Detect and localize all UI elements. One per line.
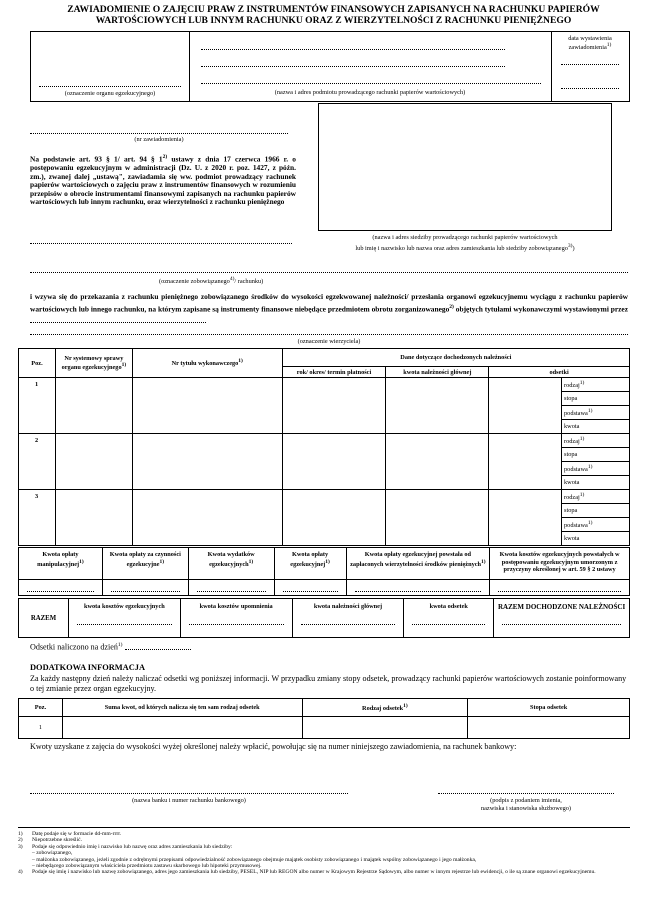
footnote: – niebędącego zobowiązanym właściciela przedmiotu zastawu skarbowego lub hipoteki przymusowej. xyxy=(32,863,262,870)
fee-wydatki-header: Kwota wydatków egzekucyjnych$^{1)}$ xyxy=(188,548,274,580)
call-text: i wzywa się do przekazania z rachunku pieniężnego zobowiązanego środków do wysokości egzekwowanej należności/ przesłania organowi egzekucyjnemu wyciągu z rachunku papierów wartościowych lub innego rachunku, na którym zapisane są instrumenty finansowe niebędące przedmiotem obrotu zorganizowanego$^{2)}$ objętych tytułami wykonawczymi wystawionymi przez xyxy=(30,291,628,327)
signature-label: (podpis z podaniem imienia, nazwiska i stanowiska służbowego) xyxy=(480,797,572,812)
dodatkowa-header-rodzaj: Rodzaj odsetek$^{1)}$ xyxy=(302,699,468,717)
bank-text: Kwoty uzyskane z zajęcia do wysokości wyżej określonej należy wpłacić, powołując się na numer niniejszego zawiadomienia, na rachunek bankowy: xyxy=(30,742,517,751)
cell-rok[interactable] xyxy=(282,378,386,434)
legal-text-field[interactable] xyxy=(30,243,292,244)
dodatkowa-text: Za każdy następny dzień należy naliczać odsetki wg poniższej informacji. W przypadku zmiany stopy odsetek, prowadzący rachunki papierów wartościowych zostanie poinformowany o tej zmianie przez organ egzekucyjny. xyxy=(30,674,627,693)
cell-nr-tytulu[interactable] xyxy=(132,490,282,546)
footnote: 1) Datę podaje się w formacie dd-mm-rrrr. xyxy=(18,831,122,837)
wystawca-field[interactable] xyxy=(30,322,206,323)
fee-umorzone-value[interactable] xyxy=(490,580,630,596)
header-rok: rok/ okres/ termin płatności xyxy=(282,367,386,378)
cell-nr-systemowy[interactable] xyxy=(55,434,132,490)
dodatkowa-row-poz: 1 xyxy=(19,717,63,739)
sub-stopa[interactable]: stopa xyxy=(562,392,630,406)
dodatkowa-cell-suma[interactable] xyxy=(62,717,302,739)
sub-rodzaj[interactable]: rodzaj$^{1)}$ xyxy=(562,490,630,504)
dodatkowa-heading: DODATKOWA INFORMACJA xyxy=(30,663,145,672)
dodatkowa-table xyxy=(18,698,630,739)
fees-table xyxy=(18,547,630,596)
fee-manipulacyjna-value[interactable] xyxy=(19,580,103,596)
fee-egzekucyjna-header: Kwota opłaty egzekucyjnej$^{1)}$ xyxy=(274,548,346,580)
zobowiazany-field[interactable] xyxy=(30,272,628,273)
wierzyciel-field[interactable] xyxy=(30,334,628,335)
fee-czynnosci-header: Kwota opłaty za czynności egzekucyjne$^{1)}$ xyxy=(102,548,188,580)
podmiot-label: (nazwa i adres podmiotu prowadzącego rachunki papierów wartościowych) xyxy=(274,89,466,96)
cell-nr-tytulu[interactable] xyxy=(132,378,282,434)
header-dane: Dane dotyczące dochodzonych należności xyxy=(282,349,629,367)
legal-text: Na podstawie art. 93 § 1/ art. 94 § 1$^{2)}$ ustawy z dnia 17 czerwca 1966 r. o postępowaniu egzekucyjnym w administracji (Dz. U. z 2020 r. poz. 1427, z późn. zm.), zwanej dalej „ustawą", zawiadamia się ww. podmiot prowadzący rachunek papierów wartościowych o zajęciu praw z instrumentów finansowych w rozumieniu przepisów o obrocie instrumentami finansowymi zapisanych na rachunku papierów wartościowych lub innym rachunku, oraz wierzytelności z rachunku pieniężnego xyxy=(30,154,296,207)
header-nr-tytulu: Nr tytułu wykonawczego$^{1)}$ xyxy=(132,349,282,378)
bank-account-field[interactable] xyxy=(30,793,348,794)
cell-odsetki-left[interactable] xyxy=(489,378,562,434)
date-label: data wystawienia zawiadomienia$^{1)}$ xyxy=(568,35,612,52)
row-poz: 2 xyxy=(19,434,56,490)
header-odsetki: odsetki xyxy=(489,367,630,378)
razem-table xyxy=(18,598,630,638)
header-poz: Poz. xyxy=(19,349,56,378)
footnote: 3) Podaje się odpowiednio imię i nazwisko lub nazwę oraz adres zamieszkania lub siedziby: xyxy=(18,843,233,850)
sub-stopa[interactable]: stopa xyxy=(562,504,630,518)
cell-odsetki-left[interactable] xyxy=(489,490,562,546)
date-field-2[interactable] xyxy=(561,88,619,89)
cell-rok[interactable] xyxy=(282,434,386,490)
footnote-divider xyxy=(18,827,630,828)
zobowiazany-label: (oznaczenie zobowiązanego$^{4)}$/ rachunku) xyxy=(159,276,264,286)
odsetki-line: Odsetki naliczono na dzień$^{1)}$ xyxy=(30,641,191,652)
fee-zaplacone-value[interactable] xyxy=(346,580,490,596)
odsetki-date-field[interactable] xyxy=(125,649,191,650)
sub-kwota[interactable]: kwota xyxy=(562,532,630,546)
cell-rok[interactable] xyxy=(282,490,386,546)
fee-zaplacone-header: Kwota opłaty egzekucyjnej powstała od zapłaconych wierzytelności środków pieniężnych$^{1)}$ xyxy=(346,548,490,580)
dodatkowa-cell-rodzaj[interactable] xyxy=(302,717,468,739)
podmiot-field-3[interactable] xyxy=(201,83,541,84)
siedziba-label: (nazwa i adres siedziby prowadzącego rachunki papierów wartościowych lub imię i nazwisko lub nazwa oraz adres zamieszkania lub siedziby zobowiązanego$^{3)}$) xyxy=(355,234,575,253)
signature-field[interactable] xyxy=(438,793,614,794)
podmiot-field-1[interactable] xyxy=(201,49,505,50)
footnote: – małżonka zobowiązanego, jeżeli zgodnie z odrębnymi przepisami odpowiedzialność zobowiązanego obejmuje majątek osobisty zobowiązanego i majątek wspólny zobowiązanego i jego małżonka, xyxy=(32,856,477,863)
sub-podstawa[interactable]: podstawa$^{1)}$ xyxy=(562,406,630,420)
razem-dochodzone[interactable]: RAZEM DOCHODZONE NALEŻNOŚCI xyxy=(494,599,630,638)
sub-rodzaj[interactable]: rodzaj$^{1)}$ xyxy=(562,434,630,448)
dodatkowa-header-stopa: Stopa odsetek xyxy=(468,699,630,717)
row-poz: 1 xyxy=(19,378,56,434)
podmiot-field-2[interactable] xyxy=(201,66,505,67)
fee-czynnosci-value[interactable] xyxy=(102,580,188,596)
sub-kwota[interactable]: kwota xyxy=(562,420,630,434)
footnote: 4) Podaje się imię i nazwisko lub nazwę zobowiązanego, adres jego zamieszkania lub siedziby, PESEL, NIP lub REGON albo numer w Krajowym Rejestrze Sądowym, albo numer w innym rejestrze lub ewidencji, o ile są znane organowi egzekucyjnemu. xyxy=(18,869,596,876)
cell-kwota[interactable] xyxy=(386,378,489,434)
cell-nr-systemowy[interactable] xyxy=(55,378,132,434)
bank-label: (nazwa banku i numer rachunku bankowego) xyxy=(132,797,246,804)
footnote: 2) Niepotrzebne skreślić. xyxy=(18,837,83,844)
row-poz: 3 xyxy=(19,490,56,546)
razem-upomnienie[interactable]: kwota kosztów upomnienia xyxy=(180,599,292,638)
footnote: – zobowiązanego, xyxy=(32,850,73,857)
fee-umorzone-header: Kwota kosztów egzekucyjnych powstałych w postępowaniu egzekucyjnym umorzonym z przyczyny określonej w art. 59 § 2 ustawy xyxy=(490,548,630,580)
razem-koszty[interactable]: kwota kosztów egzekucyjnych xyxy=(68,599,180,638)
date-field-1[interactable] xyxy=(561,64,619,65)
footnotes xyxy=(18,831,630,876)
sub-kwota[interactable]: kwota xyxy=(562,476,630,490)
siedziba-box[interactable] xyxy=(318,103,612,231)
organ-field[interactable] xyxy=(39,86,181,87)
cell-nr-tytulu[interactable] xyxy=(132,434,282,490)
dodatkowa-cell-stopa[interactable] xyxy=(468,717,630,739)
fee-manipulacyjna-header: Kwota opłaty manipulacyjnej$^{1)}$ xyxy=(19,548,103,580)
header-kwota: kwota należności głównej xyxy=(386,367,489,378)
nr-zawiadomienia-label: (nr zawiadomienia) xyxy=(134,136,184,143)
organ-label: (oznaczenie organu egzekucyjnego) xyxy=(64,90,156,97)
cell-odsetki-left[interactable] xyxy=(489,434,562,490)
fee-wydatki-value[interactable] xyxy=(188,580,274,596)
cell-kwota[interactable] xyxy=(386,434,489,490)
cell-kwota[interactable] xyxy=(386,490,489,546)
dodatkowa-header-suma: Suma kwot, od których nalicza się ten sam rodzaj odsetek xyxy=(62,699,302,717)
dodatkowa-header-poz: Poz. xyxy=(19,699,63,717)
sub-rodzaj[interactable]: rodzaj$^{1)}$ xyxy=(562,378,630,392)
razem-label: RAZEM xyxy=(19,599,69,638)
sub-podstawa[interactable]: podstawa$^{1)}$ xyxy=(562,518,630,532)
sub-podstawa[interactable]: podstawa$^{1)}$ xyxy=(562,462,630,476)
nr-zawiadomienia-field[interactable] xyxy=(30,133,288,134)
header-nr-systemowy: Nr systemowy sprawy organu egzekucyjnego$^{1)}$ xyxy=(55,349,132,378)
page-title: ZAWIADOMIENIE O ZAJĘCIU PRAW Z INSTRUMENTÓW FINANSOWYCH ZAPISANYCH NA RACHUNKU PAPIERÓW WARTOŚCIOWYCH LUB INNYM RACHUNKU ORAZ Z WIERZYTELNOŚCI Z RACHUNKU PIENIĘŻNEGO xyxy=(67,4,600,26)
header-box xyxy=(30,31,630,102)
razem-odsetki[interactable]: kwota odsetek xyxy=(404,599,494,638)
fee-egzekucyjna-value[interactable] xyxy=(274,580,346,596)
wierzyciel-label: (oznaczenie wierzyciela) xyxy=(297,338,361,345)
sub-stopa[interactable]: stopa xyxy=(562,448,630,462)
cell-nr-systemowy[interactable] xyxy=(55,490,132,546)
razem-naleznosc[interactable]: kwota należności głównej xyxy=(292,599,404,638)
main-table xyxy=(18,348,630,546)
